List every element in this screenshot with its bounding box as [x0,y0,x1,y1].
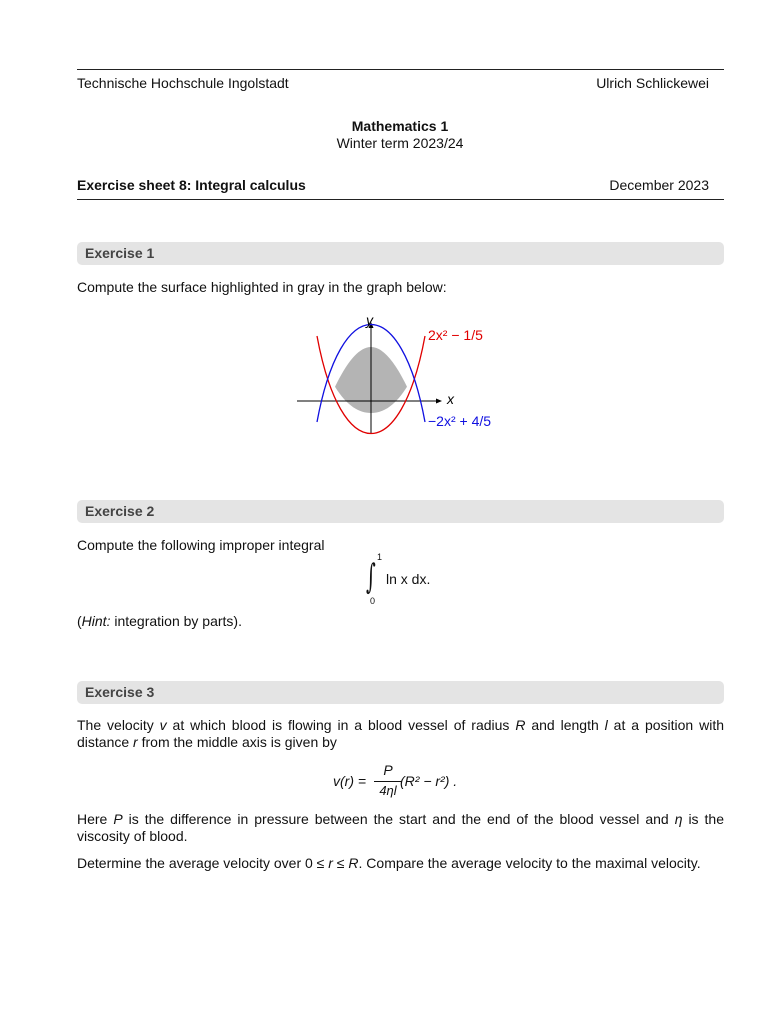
course-title: Mathematics 1 [351,118,449,134]
hint-label: Hint: [81,613,111,629]
p2-var-eta: η [674,811,683,827]
exercise-1-text: Compute the surface highlighted in gray in the graph below: [77,279,447,295]
exercise-2-text: Compute the following improper integral [77,537,325,553]
exercise-3-paragraph-3 [77,855,724,872]
exercise-3-paragraph-2 [77,811,724,845]
hint-open-paren: ( [77,613,82,629]
p2-text-a: Here [77,811,114,827]
p2-var-P: P [113,811,123,827]
p1-var-r: r [133,734,138,750]
p1-text-e: from the middle axis is given by [137,734,337,750]
p1-text-c: and length [525,717,605,733]
exercise-2-header [77,500,724,523]
sheet-date: December 2023 [609,177,709,193]
formula-lhs: v(r) = [333,773,367,789]
p1-var-v: v [159,717,167,733]
x-axis-arrow-icon [436,399,442,404]
exercise-3-paragraph-1 [77,717,724,751]
integral-upper-limit: 1 [377,552,383,562]
integral-lower-limit: 0 [370,596,376,606]
blue-curve-label: −2x² + 4/5 [428,413,492,429]
improper-integral [360,552,480,610]
p3-var-r: r [328,855,333,871]
p2-text-c: is the viscosity of blood. [77,811,724,844]
y-axis-label: y [366,312,373,328]
p3-text-b: ≤ [332,855,349,871]
hint-text: integration by parts). [110,613,242,629]
formula-denominator: 4ηl [379,783,397,798]
header-top-rule [77,69,724,70]
p1-text-b: at which blood is flowing in a blood vessel of radius [166,717,516,733]
formula-rhs: (R² − r²) . [400,773,458,789]
exercise-3-header [77,681,724,704]
integrand: ln x dx. [386,571,431,587]
fraction-bar [374,781,402,782]
exercise-1-title: Exercise 1 [85,245,155,261]
p3-text-a: Determine the average velocity over 0 ≤ [77,855,329,871]
term-label: Winter term 2023/24 [336,135,464,151]
p3-var-R: R [348,855,359,871]
formula-numerator: P [383,762,393,778]
exercise-2-hint [77,613,724,630]
p1-text-a: The velocity [77,717,160,733]
exercise-1-header [77,242,724,265]
institution-name: Technische Hochschule Ingolstadt [77,75,289,91]
header-bottom-rule [77,199,724,200]
sheet-title: Exercise sheet 8: Integral calculus [77,177,306,193]
p1-text-d: at a position with distance [77,717,725,750]
integral-sign-icon: ∫ [366,557,376,597]
exercise-3-title: Exercise 3 [85,684,155,700]
p1-var-R: R [515,717,526,733]
p1-var-l: l [604,717,608,733]
red-curve-label: 2x² − 1/5 [428,327,483,343]
author-name: Ulrich Schlickewei [596,75,709,91]
p2-text-b: is the difference in pressure between the start and the end of the blood vessel and [122,811,675,827]
velocity-formula [330,762,490,802]
exercise-2-title: Exercise 2 [85,503,155,519]
exercise-1-graph [290,308,520,440]
x-axis-label: x [447,391,454,407]
p3-text-c: . Compare the average velocity to the maximal velocity. [358,855,701,871]
